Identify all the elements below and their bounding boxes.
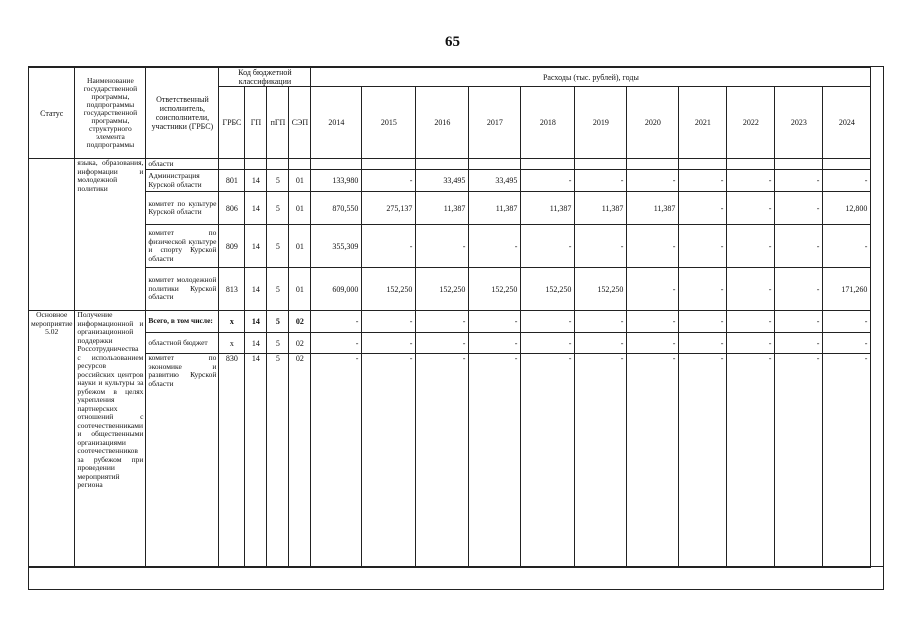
value-cell: 275,137 — [362, 192, 416, 225]
header-executor: Ответственный исполнитель, соисполнители, участники (ГРБС) — [146, 68, 219, 159]
value-cell: - — [416, 333, 469, 354]
sep-cell: 01 — [289, 170, 311, 192]
value-cell: 33,495 — [416, 170, 469, 192]
grbs-cell: х — [219, 311, 245, 333]
header-name: Наименование государственной программы, подпрограммы государственной программы, структурного элемента подпрограммы — [75, 68, 146, 159]
sep-cell: 02 — [289, 354, 311, 568]
value-cell: - — [469, 354, 521, 568]
header-year: 2022 — [727, 87, 775, 159]
value-cell: - — [311, 333, 362, 354]
value-cell: - — [575, 225, 627, 268]
value-cell: - — [362, 354, 416, 568]
gp-cell: 14 — [245, 311, 267, 333]
value-cell: - — [679, 354, 727, 568]
table-row — [29, 170, 871, 192]
gp-cell: 14 — [245, 192, 267, 225]
header-year: 2018 — [521, 87, 575, 159]
value-cell: - — [727, 170, 775, 192]
page-number: 65 — [445, 34, 460, 50]
header-year: 2017 — [469, 87, 521, 159]
value-cell: 11,387 — [575, 192, 627, 225]
pgp-cell: 5 — [267, 333, 289, 354]
header-year: 2014 — [311, 87, 362, 159]
pgp-cell — [267, 159, 289, 170]
value-cell — [727, 159, 775, 170]
header-status: Статус — [29, 68, 75, 159]
value-cell: - — [575, 311, 627, 333]
value-cell: - — [727, 225, 775, 268]
pgp-cell: 5 — [267, 225, 289, 268]
element-name: языка, образования, информации и молодежной политики — [75, 159, 146, 311]
value-cell: 12,800 — [823, 192, 871, 225]
value-cell: - — [627, 225, 679, 268]
value-cell: 870,550 — [311, 192, 362, 225]
value-cell — [521, 159, 575, 170]
value-cell: - — [727, 333, 775, 354]
value-cell: - — [416, 354, 469, 568]
sep-cell: 02 — [289, 333, 311, 354]
value-cell: - — [823, 170, 871, 192]
table-row — [29, 225, 871, 268]
header-code-pgp: пГП — [267, 87, 289, 159]
value-cell: 133,980 — [311, 170, 362, 192]
grbs-cell: х — [219, 333, 245, 354]
value-cell: - — [679, 333, 727, 354]
value-cell: - — [362, 333, 416, 354]
value-cell: - — [469, 311, 521, 333]
value-cell — [469, 159, 521, 170]
value-cell: - — [775, 268, 823, 311]
executor-cell: Администрация Курской области — [146, 170, 219, 192]
header-year: 2015 — [362, 87, 416, 159]
value-cell: - — [679, 170, 727, 192]
value-cell: - — [775, 333, 823, 354]
value-cell — [311, 159, 362, 170]
value-cell: - — [627, 268, 679, 311]
value-cell: 33,495 — [469, 170, 521, 192]
pgp-cell: 5 — [267, 354, 289, 568]
value-cell: - — [521, 311, 575, 333]
value-cell: 152,250 — [416, 268, 469, 311]
value-cell: - — [575, 170, 627, 192]
value-cell: 11,387 — [627, 192, 679, 225]
value-cell: 152,250 — [575, 268, 627, 311]
budget-table — [28, 67, 871, 568]
table-row — [29, 159, 871, 170]
gp-cell: 14 — [245, 354, 267, 568]
table-bottom-band — [28, 566, 884, 590]
grbs-cell: 813 — [219, 268, 245, 311]
value-cell: - — [311, 311, 362, 333]
value-cell: - — [575, 354, 627, 568]
value-cell: 11,387 — [521, 192, 575, 225]
value-cell: - — [521, 333, 575, 354]
value-cell: - — [362, 225, 416, 268]
table-row — [29, 268, 871, 311]
executor-cell: комитет молодежной политики Курской области — [146, 268, 219, 311]
header-budget-code: Код бюджетной классификации — [219, 68, 311, 87]
sep-cell — [289, 159, 311, 170]
value-cell: - — [823, 225, 871, 268]
header-code-gp: ГП — [245, 87, 267, 159]
value-cell: - — [521, 225, 575, 268]
value-cell: - — [362, 170, 416, 192]
value-cell: - — [521, 170, 575, 192]
value-cell: - — [679, 311, 727, 333]
header-year: 2024 — [823, 87, 871, 159]
value-cell: - — [727, 311, 775, 333]
status-cell — [29, 159, 75, 311]
executor-cell: комитет по экономике и развитию Курской области — [146, 354, 219, 568]
value-cell: 171,260 — [823, 268, 871, 311]
value-cell — [627, 159, 679, 170]
header-expenses: Расходы (тыс. рублей), годы — [311, 68, 871, 87]
pgp-cell: 5 — [267, 311, 289, 333]
table-row — [29, 311, 871, 333]
header-year: 2021 — [679, 87, 727, 159]
status-cell: Основное мероприятие 5.02 — [29, 311, 75, 568]
value-cell: - — [775, 192, 823, 225]
value-cell: - — [679, 225, 727, 268]
table-row — [29, 192, 871, 225]
value-cell: - — [823, 333, 871, 354]
gp-cell: 14 — [245, 225, 267, 268]
value-cell: - — [575, 333, 627, 354]
value-cell: - — [823, 311, 871, 333]
grbs-cell — [219, 159, 245, 170]
value-cell: 355,309 — [311, 225, 362, 268]
value-cell: 11,387 — [469, 192, 521, 225]
sep-cell: 01 — [289, 268, 311, 311]
value-cell: - — [679, 268, 727, 311]
value-cell: 152,250 — [469, 268, 521, 311]
gp-cell — [245, 159, 267, 170]
value-cell — [575, 159, 627, 170]
value-cell: - — [416, 225, 469, 268]
value-cell: - — [362, 311, 416, 333]
executor-cell: области — [146, 159, 219, 170]
value-cell: - — [775, 311, 823, 333]
value-cell: - — [627, 333, 679, 354]
value-cell: - — [775, 225, 823, 268]
value-cell: - — [469, 225, 521, 268]
value-cell: - — [823, 354, 871, 568]
sep-cell: 02 — [289, 311, 311, 333]
pgp-cell: 5 — [267, 170, 289, 192]
value-cell: - — [521, 354, 575, 568]
value-cell — [679, 159, 727, 170]
header-code-sep: СЭП — [289, 87, 311, 159]
value-cell: - — [679, 192, 727, 225]
grbs-cell: 830 — [219, 354, 245, 568]
value-cell — [416, 159, 469, 170]
value-cell: - — [416, 311, 469, 333]
value-cell: - — [727, 192, 775, 225]
value-cell: 609,000 — [311, 268, 362, 311]
value-cell: 152,250 — [521, 268, 575, 311]
value-cell: - — [727, 268, 775, 311]
element-name: Получение информационной и организационной поддержки Россотрудничества с использованием ресурсов российских центров науки и культуры за рубежом в целях укрепления партнерских отношений с соотечественниками и общественными организациями соотечественников за рубежом при проведении мероприятий региона — [75, 311, 146, 568]
table-row — [29, 354, 871, 568]
gp-cell: 14 — [245, 170, 267, 192]
value-cell — [362, 159, 416, 170]
header-code-grbs: ГРБС — [219, 87, 245, 159]
value-cell: - — [727, 354, 775, 568]
executor-cell: Всего, в том числе: — [146, 311, 219, 333]
sep-cell: 01 — [289, 225, 311, 268]
value-cell — [823, 159, 871, 170]
header-year: 2016 — [416, 87, 469, 159]
value-cell: - — [311, 354, 362, 568]
gp-cell: 14 — [245, 333, 267, 354]
value-cell: - — [775, 170, 823, 192]
grbs-cell: 806 — [219, 192, 245, 225]
executor-cell: комитет по культуре Курской области — [146, 192, 219, 225]
pgp-cell: 5 — [267, 268, 289, 311]
value-cell: 152,250 — [362, 268, 416, 311]
value-cell: - — [469, 333, 521, 354]
value-cell: - — [775, 354, 823, 568]
sep-cell: 01 — [289, 192, 311, 225]
executor-cell: комитет по физической культуре и спорту Курской области — [146, 225, 219, 268]
value-cell: - — [627, 170, 679, 192]
header-year: 2023 — [775, 87, 823, 159]
pgp-cell: 5 — [267, 192, 289, 225]
value-cell — [775, 159, 823, 170]
grbs-cell: 809 — [219, 225, 245, 268]
gp-cell: 14 — [245, 268, 267, 311]
table-row — [29, 333, 871, 354]
header-year: 2019 — [575, 87, 627, 159]
executor-cell: областной бюджет — [146, 333, 219, 354]
value-cell: - — [627, 354, 679, 568]
grbs-cell: 801 — [219, 170, 245, 192]
header-year: 2020 — [627, 87, 679, 159]
value-cell: - — [627, 311, 679, 333]
value-cell: 11,387 — [416, 192, 469, 225]
